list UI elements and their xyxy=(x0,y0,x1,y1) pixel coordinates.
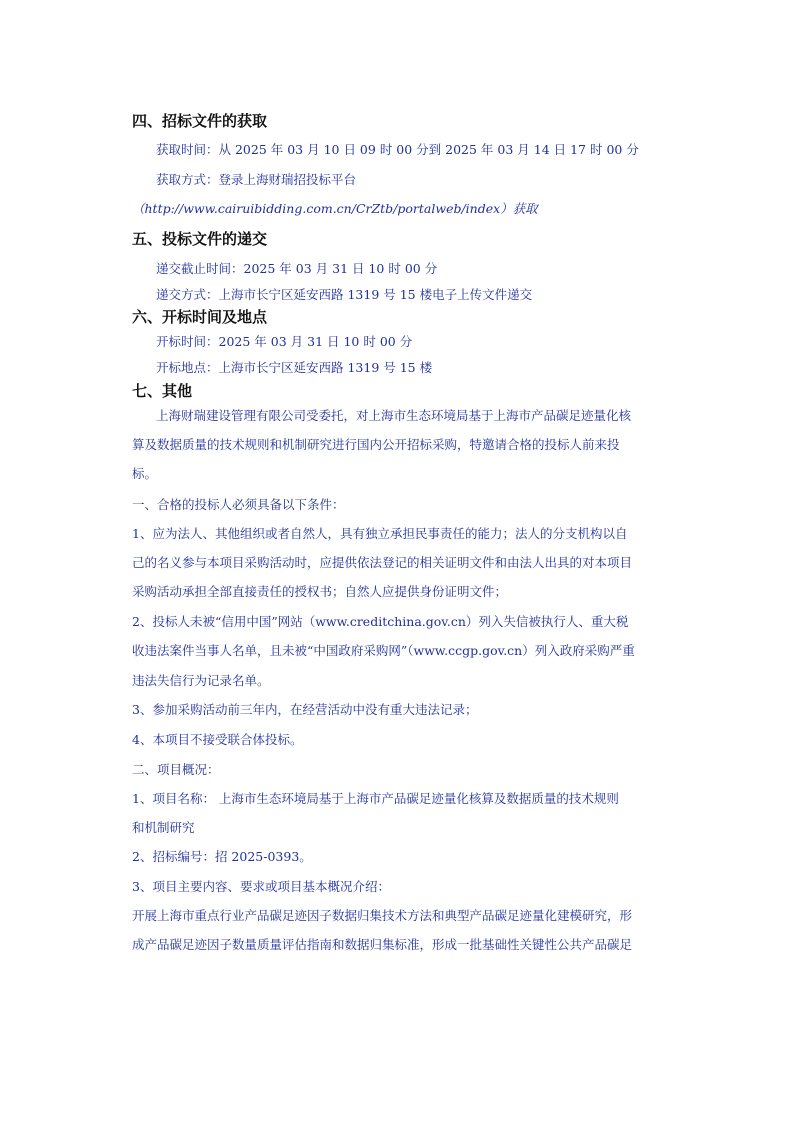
acquisition-method: 获取方式：登录上海财瑞招投标平台 xyxy=(156,172,357,187)
qualification-4: 4、本项目不接受联合体投标。 xyxy=(132,732,303,747)
platform-url[interactable]: （http://www.cairuibidding.com.cn/CrZtb/portalweb/index）获取 xyxy=(132,201,538,216)
section-5-heading: 五、投标文件的递交 xyxy=(132,230,268,248)
project-name-line: 1、项目名称： 上海市生态环境局基于上海市产品碳足迹量化核算及数据质量的技术规则 xyxy=(132,791,619,806)
qualification-2-line: 违法失信行为记录名单。 xyxy=(132,673,270,688)
content-title: 3、项目主要内容、要求或项目基本概况介绍： xyxy=(132,879,390,894)
acquisition-time: 获取时间：从 2025 年 03 月 10 日 09 时 00 分到 2025 年 03 月 14 日 17 时 00 分 xyxy=(156,142,639,157)
overview-title: 二、项目概况： xyxy=(132,762,220,777)
section-4-heading: 四、招标文件的获取 xyxy=(132,112,268,130)
content-line: 开展上海市重点行业产品碳足迹因子数据归集技术方法和典型产品碳足迹量化建模研究，形 xyxy=(132,908,633,923)
opening-place: 开标地点：上海市长宁区延安西路 1319 号 15 楼 xyxy=(156,360,433,375)
qualification-1-line: 1、应为法人、其他组织或者自然人，具有独立承担民事责任的能力；法人的分支机构以自 xyxy=(132,526,628,541)
qualification-1-line: 采购活动承担全部直接责任的授权书；自然人应提供身份证明文件； xyxy=(132,584,508,599)
qualification-2-line: 收违法案件当事人名单，且未被“中国政府采购网”（www.ccgp.gov.cn）列入政府采购严重 xyxy=(132,643,635,658)
intro-line: 算及数据质量的技术规则和机制研究进行国内公开招标采购，特邀请合格的投标人前来投 xyxy=(132,437,620,452)
submission-deadline: 递交截止时间：2025 年 03 月 31 日 10 时 00 分 xyxy=(156,261,438,276)
opening-time: 开标时间：2025 年 03 月 31 日 10 时 00 分 xyxy=(156,334,413,349)
tender-code: 2、招标编号：招 2025-0393。 xyxy=(132,849,312,864)
intro-line: 上海财瑞建设管理有限公司受委托，对上海市生态环境局基于上海市产品碳足迹量化核 xyxy=(156,408,632,423)
content-line: 成产品碳足迹因子数量质量评估指南和数据归集标准，形成一批基础性关键性公共产品碳足 xyxy=(132,937,633,952)
qualification-3: 3、参加采购活动前三年内，在经营活动中没有重大违法记录； xyxy=(132,702,478,717)
submission-method: 递交方式：上海市长宁区延安西路 1319 号 15 楼电子上传文件递交 xyxy=(156,287,533,302)
section-7-heading: 七、其他 xyxy=(132,382,193,400)
intro-line: 标。 xyxy=(132,466,158,481)
qualification-title: 一、合格的投标人必须具备以下条件： xyxy=(132,497,345,512)
section-6-heading: 六、开标时间及地点 xyxy=(132,308,268,326)
qualification-2-line: 2、投标人未被“信用中国”网站（www.creditchina.gov.cn）列入失信被执行人、重大税 xyxy=(132,614,629,629)
project-name-line: 和机制研究 xyxy=(132,820,195,835)
qualification-1-line: 己的名义参与本项目采购活动时，应提供依法登记的相关证明文件和由法人出具的对本项目 xyxy=(132,555,633,570)
